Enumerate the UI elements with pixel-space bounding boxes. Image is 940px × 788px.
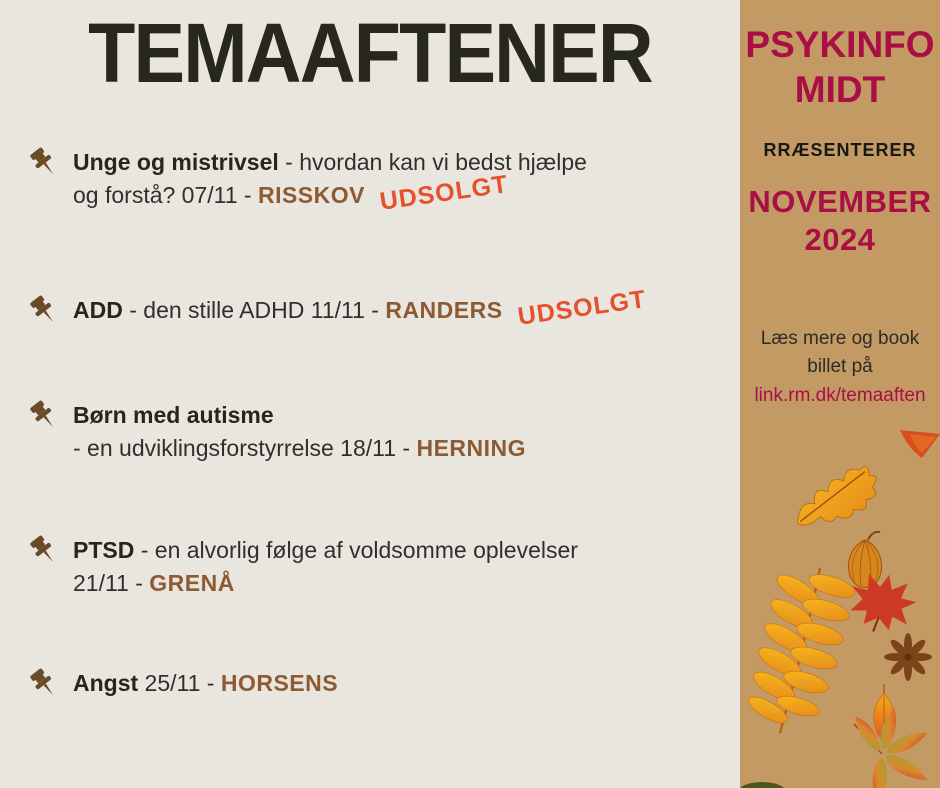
event-item-born-med-autisme	[0, 399, 740, 465]
pushpin-icon	[25, 397, 61, 435]
cta-block	[740, 325, 940, 410]
event-description: - den stille ADHD 11/11 -	[122, 297, 386, 323]
event-location: RISSKOV	[257, 182, 365, 208]
pushpin-icon	[25, 532, 61, 570]
rowan-leaf-icon	[745, 568, 858, 733]
event-date: og forstå? 07/11 -	[73, 182, 258, 208]
green-leaf-tip-icon	[740, 782, 786, 788]
brand-line-1: PSYKINFO	[745, 24, 935, 65]
red-leaf-fragment-icon	[900, 430, 940, 458]
pushpin-icon	[25, 665, 61, 703]
event-location: RANDERS	[385, 297, 503, 323]
event-line	[73, 285, 740, 331]
sold-out-stamp: UDSOLGT	[515, 285, 648, 331]
event-line	[73, 432, 740, 465]
event-title: PTSD	[73, 537, 135, 563]
poster-title: TEMAAFTENER	[88, 6, 652, 100]
event-line	[73, 567, 740, 600]
sidebar-panel	[740, 0, 940, 788]
event-date: 25/11 -	[138, 670, 221, 696]
pushpin-icon	[25, 292, 61, 330]
event-title: ADD	[73, 297, 123, 323]
event-location: HERNING	[416, 435, 527, 461]
month-heading	[740, 183, 940, 259]
event-description: - en alvorlig følge af voldsomme oplevelser	[134, 537, 578, 563]
event-line	[73, 170, 740, 216]
event-location: HORSENS	[220, 670, 339, 696]
event-description: - hvordan kan vi bedst hjælpe	[278, 149, 587, 175]
event-date: 21/11 -	[73, 570, 150, 596]
event-item-add	[0, 285, 740, 331]
cta-text-line-1: Læs mere og book	[760, 328, 920, 349]
event-item-unge-og-mistrivsel	[0, 146, 740, 216]
oak-leaf-icon	[787, 464, 884, 532]
event-title: Angst	[73, 670, 139, 696]
event-line	[73, 146, 740, 179]
month-name: NOVEMBER	[748, 184, 932, 219]
event-line	[73, 399, 740, 432]
autumn-leaves-decoration	[740, 428, 940, 788]
event-line	[73, 534, 740, 567]
event-item-angst	[0, 667, 740, 700]
booking-link[interactable]: link.rm.dk/temaaften	[754, 385, 926, 406]
brand-line-2: MIDT	[794, 69, 886, 110]
physalis-icon	[848, 532, 881, 588]
event-description: - en udviklingsforstyrrelse 18/11 -	[73, 435, 417, 461]
event-title: Unge og mistrivsel	[73, 149, 279, 175]
creeper-leaf-icon	[850, 706, 930, 788]
sold-out-stamp: UDSOLGT	[378, 170, 510, 216]
month-year: 2024	[804, 222, 876, 257]
star-anise-icon	[884, 633, 932, 681]
brand-logo	[740, 0, 940, 112]
event-line	[73, 667, 740, 700]
event-title: Børn med autisme	[73, 402, 274, 428]
cta-text-line-2: billet på	[807, 356, 873, 377]
presents-label: RRÆSENTERER	[763, 140, 917, 160]
event-location: GRENÅ	[149, 570, 235, 596]
event-item-ptsd	[0, 534, 740, 600]
pushpin-icon	[25, 144, 61, 182]
